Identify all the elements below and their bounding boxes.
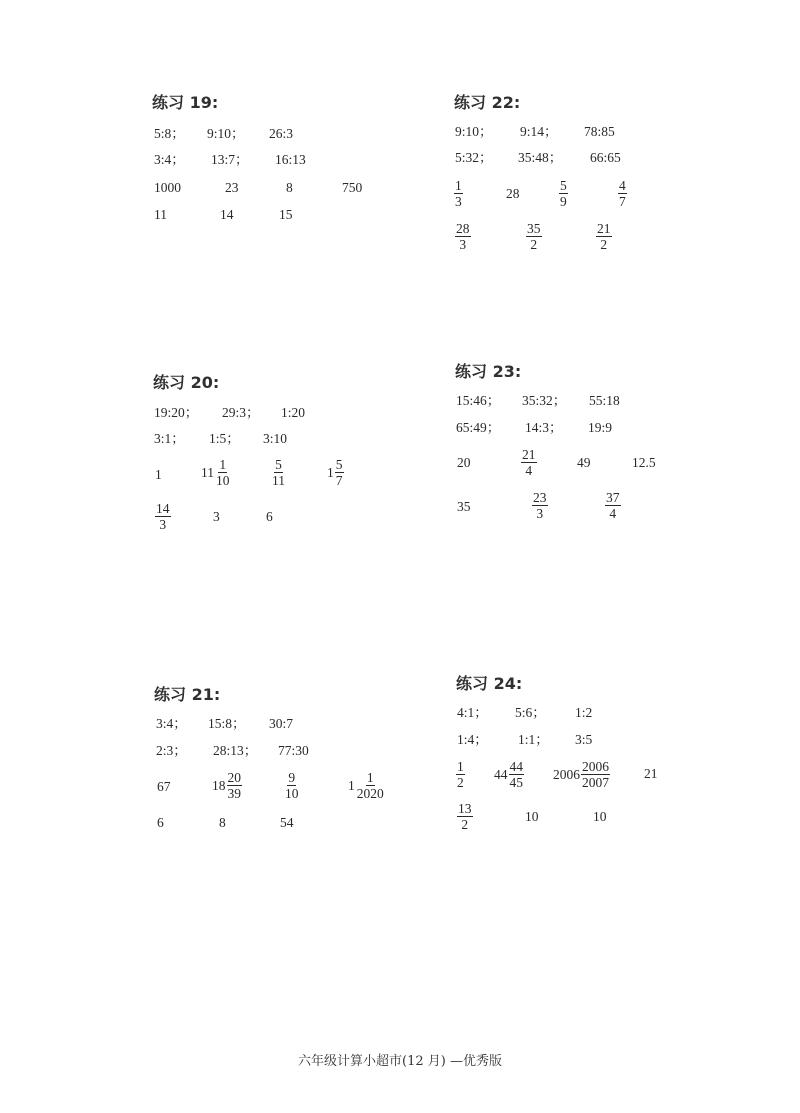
fraction — [526, 221, 542, 252]
numerator: 44 — [509, 759, 523, 774]
numerator: 37 — [606, 490, 620, 505]
answer: 1000 — [154, 180, 181, 195]
answer: 2:3； — [156, 743, 187, 758]
exercise-title: 练习 23: — [455, 362, 522, 381]
fraction — [455, 221, 471, 252]
page-footer: 六年级计算小超市(12 月) —优秀版 — [298, 1054, 502, 1069]
answer: 1 — [155, 467, 162, 482]
fraction — [581, 759, 610, 790]
numerator: 5 — [275, 457, 282, 472]
exercise-title: 练习 22: — [454, 93, 521, 112]
answer: 19:9 — [588, 420, 613, 435]
numerator: 21 — [597, 221, 611, 236]
denominator: 2 — [457, 775, 464, 790]
whole-part: 18 — [212, 777, 226, 793]
answer: 28:13； — [213, 743, 258, 758]
denominator: 7 — [619, 194, 626, 209]
answer: 16:13 — [275, 152, 306, 167]
answer: 3:4； — [156, 716, 187, 731]
fraction — [284, 770, 300, 801]
answer: 1:5； — [209, 431, 240, 446]
denominator: 3 — [455, 194, 462, 209]
answer: 15:8； — [208, 716, 246, 731]
answer: 28 — [506, 186, 520, 201]
answer: 3 — [213, 509, 220, 524]
answer: 10 — [593, 809, 607, 824]
answer: 6 — [266, 509, 273, 524]
fraction — [605, 490, 621, 521]
answer: 21 — [644, 766, 658, 781]
numerator: 20 — [227, 770, 241, 785]
denominator: 2 — [530, 237, 538, 252]
answer: 66:65 — [590, 150, 621, 165]
exercise-title: 练习 21: — [154, 685, 221, 704]
fraction — [559, 178, 568, 209]
numerator: 35 — [527, 221, 541, 236]
answer: 54 — [280, 815, 294, 830]
whole-part: 2006 — [553, 766, 580, 782]
numerator: 21 — [522, 447, 536, 462]
answer: 30:7 — [269, 716, 294, 731]
numerator: 13 — [458, 801, 472, 816]
numerator: 9 — [288, 770, 296, 785]
answer: 3:1； — [154, 431, 185, 446]
fraction — [618, 178, 627, 209]
answer: 8 — [286, 180, 293, 195]
answer: 10 — [525, 809, 539, 824]
numerator: 5 — [335, 457, 343, 472]
whole-part: 1 — [348, 777, 355, 793]
denominator: 2 — [461, 817, 469, 832]
exercise-title: 练习 24: — [456, 674, 523, 693]
answer: 9:10； — [207, 126, 245, 141]
answer: 67 — [157, 779, 171, 794]
answer: 14:3； — [525, 420, 563, 435]
answer: 15 — [279, 207, 293, 222]
answer: 35 — [457, 499, 471, 514]
answer: 1:1； — [518, 732, 549, 747]
denominator: 3 — [459, 237, 467, 252]
answer: 65:49； — [456, 420, 501, 435]
answer: 55:18 — [589, 393, 620, 408]
answer: 5:6； — [515, 705, 546, 720]
numerator: 14 — [156, 501, 170, 516]
answer: 5:8； — [154, 126, 185, 141]
answer: 35:32； — [522, 393, 567, 408]
fraction — [271, 457, 286, 488]
fraction — [227, 770, 243, 801]
fraction — [532, 490, 548, 521]
denominator: 10 — [216, 473, 230, 488]
answer: 1:2 — [575, 705, 593, 720]
answer: 11 — [154, 207, 167, 222]
fraction — [457, 801, 473, 832]
answer: 8 — [219, 815, 226, 830]
fraction — [456, 759, 465, 790]
answer: 23 — [225, 180, 239, 195]
answer: 4:1； — [457, 705, 488, 720]
numerator: 1 — [366, 770, 374, 785]
answer: 29:3； — [222, 405, 260, 420]
denominator: 10 — [285, 786, 299, 801]
answer: 49 — [577, 455, 591, 470]
answer: 12.5 — [632, 455, 656, 470]
denominator: 9 — [560, 194, 567, 209]
fraction — [596, 221, 612, 252]
exercise-title: 练习 20: — [153, 373, 220, 392]
numerator: 2006 — [582, 759, 609, 774]
mixed-number — [494, 759, 524, 790]
answer: 78:85 — [584, 124, 615, 139]
numerator: 28 — [456, 221, 470, 236]
numerator: 4 — [619, 178, 626, 193]
answer: 9:10； — [455, 124, 493, 139]
exercise-title: 练习 19: — [152, 93, 219, 112]
answer: 3:5 — [575, 732, 593, 747]
answer: 750 — [342, 180, 363, 195]
denominator: 45 — [509, 775, 523, 790]
answer: 20 — [457, 455, 471, 470]
answer: 13:7； — [211, 152, 249, 167]
denominator: 4 — [525, 463, 533, 478]
numerator: 1 — [455, 178, 462, 193]
answer: 77:30 — [278, 743, 309, 758]
denominator: 4 — [609, 506, 617, 521]
denominator: 2 — [600, 237, 608, 252]
answer: 3:10 — [263, 431, 288, 446]
mixed-number — [327, 457, 344, 488]
denominator: 3 — [536, 506, 544, 521]
mixed-number — [201, 457, 231, 488]
fraction — [356, 770, 385, 801]
fraction — [335, 457, 344, 488]
fraction — [215, 457, 231, 488]
answer: 1:20 — [281, 405, 306, 420]
fraction — [509, 759, 525, 790]
mixed-number — [348, 770, 385, 801]
answer: 6 — [157, 815, 164, 830]
denominator: 2007 — [582, 775, 609, 790]
answer: 3:4； — [154, 152, 185, 167]
fraction — [155, 501, 171, 532]
denominator: 7 — [335, 473, 343, 488]
mixed-number — [212, 770, 242, 801]
answer: 15:46； — [456, 393, 501, 408]
answer: 9:14； — [520, 124, 558, 139]
fraction — [454, 178, 463, 209]
answer: 5:32； — [455, 150, 493, 165]
numerator: 23 — [533, 490, 547, 505]
answer: 19:20； — [154, 405, 199, 420]
mixed-number — [553, 759, 610, 790]
answer: 1:4； — [457, 732, 488, 747]
numerator: 1 — [457, 759, 464, 774]
whole-part: 1 — [327, 464, 334, 480]
numerator: 1 — [219, 457, 227, 472]
denominator: 11 — [272, 473, 285, 488]
numerator: 5 — [560, 178, 567, 193]
denominator: 39 — [227, 786, 241, 801]
denominator: 2020 — [356, 786, 384, 801]
fraction — [521, 447, 537, 478]
whole-part: 11 — [201, 464, 214, 480]
denominator: 3 — [159, 517, 167, 532]
whole-part: 44 — [494, 766, 508, 782]
answer: 14 — [220, 207, 234, 222]
answer: 35:48； — [518, 150, 563, 165]
answer: 26:3 — [269, 126, 294, 141]
